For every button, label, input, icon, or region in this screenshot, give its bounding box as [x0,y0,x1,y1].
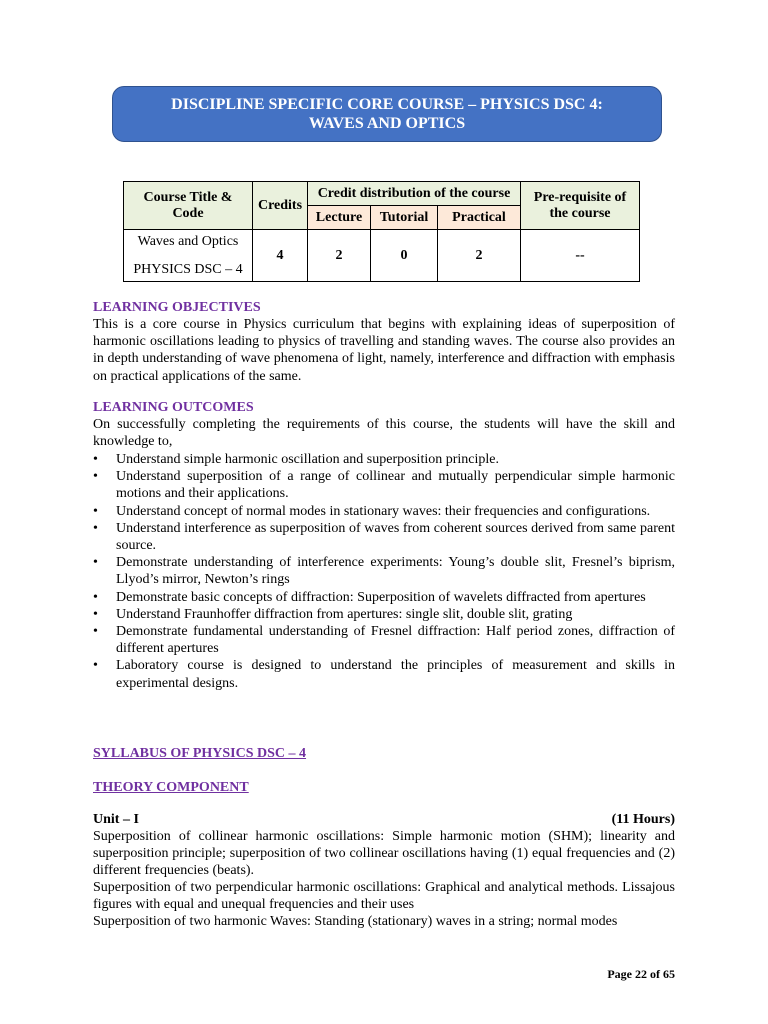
learning-objectives-heading: LEARNING OBJECTIVES [93,300,261,315]
list-item [93,606,675,623]
header-prerequisite [521,182,640,230]
list-item [93,554,675,588]
list-item-text: Understand Fraunhoffer diffraction from apertures: single slit, double slit, grating [116,606,573,622]
list-item [93,468,675,502]
unit-header [93,811,675,828]
header-course-title-line2: Code [172,205,204,221]
cell-practical: 2 [438,230,521,282]
list-item-text: Understand concept of normal modes in stationary waves: their frequencies and configurations. [116,503,651,519]
cell-course-title: Waves and Optics [137,233,239,249]
learning-objectives-text: This is a core course in Physics curriculum that begins with explaining ideas of superposition of harmonic oscillations leading to physics of travelling and standing waves. The course also provides an in depth understanding of wave phenomena of light, namely, interference and diffraction with emphasis on practical applications of the same. [93,317,675,384]
course-credit-table [123,181,640,282]
header-tutorial: Tutorial [371,206,438,230]
header-credits: Credits [253,182,308,230]
cell-credits: 4 [253,230,308,282]
list-item [93,657,675,691]
header-course-title-line1: Course Title & [143,189,233,205]
learning-outcomes-heading: LEARNING OUTCOMES [93,400,254,415]
cell-course-code: PHYSICS DSC – 4 [133,261,243,277]
banner-line-2: WAVES AND OPTICS [308,115,466,132]
header-credit-distribution: Credit distribution of the course [308,182,521,206]
unit-paragraph-2: Superposition of two perpendicular harmonic oscillations: Graphical and analytical methods. Lissajous figures with equal and unequal frequencies and their uses [93,880,675,913]
bullet-icon: • [93,452,98,467]
unit-paragraph-1: Superposition of collinear harmonic oscillations: Simple harmonic motion (SHM); linearity and superposition principle; superposition of two collinear oscillations having (1) equal frequencies and (2) different frequencies (beats). [93,829,675,879]
list-item [93,451,675,468]
list-item-text: Demonstrate fundamental understanding of Fresnel diffraction: Half period zones, diffraction of different apertures [116,624,675,657]
list-item-text: Understand superposition of a range of collinear and mutually perpendicular simple harmonic motions and their applications. [116,469,675,502]
cell-lecture: 2 [308,230,371,282]
banner-line-1: DISCIPLINE SPECIFIC CORE COURSE – PHYSICS DSC 4: [171,96,603,113]
bullet-icon: • [93,606,98,622]
page-number: Page 22 of 65 [607,967,675,981]
list-item [93,520,675,554]
unit-title: Unit – I [93,812,139,827]
learning-outcomes-intro: On successfully completing the requirements of this course, the students will have the skill and knowledge to, [93,417,675,450]
header-course-title [124,182,253,230]
list-item [93,623,675,657]
course-title-banner [112,86,662,142]
learning-outcomes-list [93,451,675,692]
list-item [93,503,675,520]
bullet-icon: • [93,658,98,674]
bullet-icon: • [93,624,98,640]
unit-hours: (11 Hours) [611,812,675,827]
cell-prerequisite: -- [521,230,640,282]
list-item-text: Laboratory course is designed to understand the principles of measurement and skills in experimental designs. [116,658,675,691]
syllabus-heading: SYLLABUS OF PHYSICS DSC – 4 [93,746,307,761]
header-prerequisite-line1: Pre-requisite of [533,189,627,205]
bullet-icon: • [93,555,98,571]
list-item-text: Demonstrate understanding of interference experiments: Young’s double slit, Fresnel’s biprism, Llyod’s mirror, Newton’s rings [116,555,675,588]
bullet-icon: • [93,503,98,519]
header-prerequisite-line2: the course [549,205,611,221]
theory-component-heading: THEORY COMPONENT [93,780,249,795]
bullet-icon: • [93,469,98,485]
list-item-text: Understand simple harmonic oscillation and superposition principle. [116,452,499,467]
list-item [93,589,675,606]
list-item-text: Demonstrate basic concepts of diffraction: Superposition of wavelets diffracted from apertures [116,589,646,605]
header-practical: Practical [438,206,521,230]
cell-course-title-code [124,230,253,282]
list-item-text: Understand interference as superposition of waves from coherent sources derived from same parent source. [116,520,675,554]
unit-paragraph-3: Superposition of two harmonic Waves: Standing (stationary) waves in a string; normal modes [93,914,618,929]
cell-tutorial: 0 [371,230,438,282]
bullet-icon: • [93,520,98,536]
header-lecture: Lecture [308,206,371,230]
bullet-icon: • [93,589,98,605]
